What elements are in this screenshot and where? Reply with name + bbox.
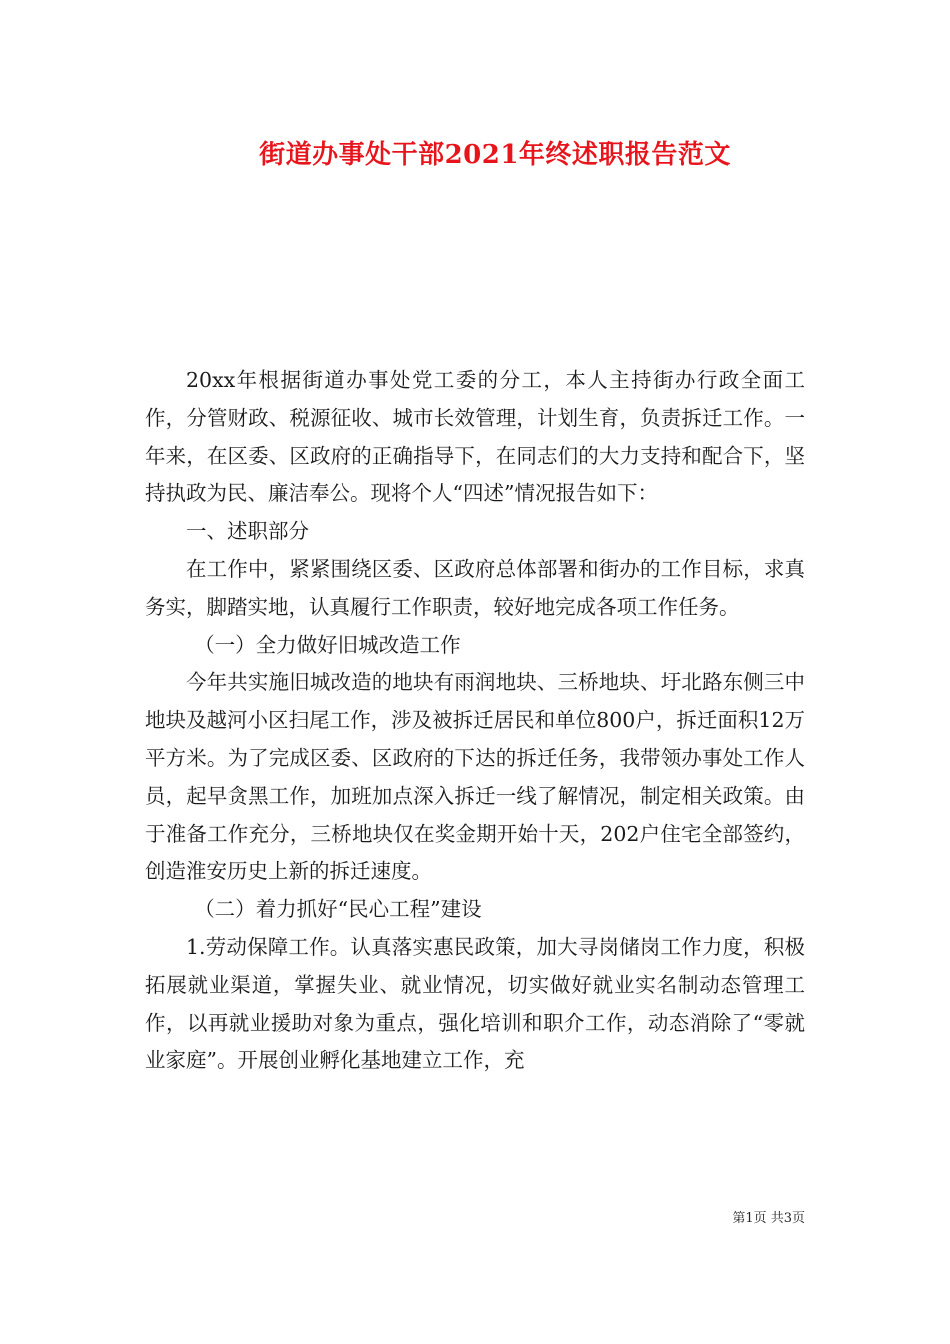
document-body [145, 362, 805, 1080]
document-title: 街道办事处干部2021年终述职报告范文 [259, 140, 731, 170]
subsection-heading-2: （二）着力抓好“民心工程”建设 [194, 897, 482, 922]
paragraph-intro: 20xx年根据街道办事处党工委的分工，本人主持街办行政全面工作，分管财政、税源征收、城市长效管理，计划生育，负责拆迁工作。一年来，在区委、区政府的正确指导下，在同志们的大力支持和配合下，坚持执政为民、廉洁奉公。现将个人“四述”情况报告如下： [145, 368, 805, 506]
subsection-heading-1: （一）全力做好旧城改造工作 [194, 632, 461, 657]
paragraph-section-1: 在工作中，紧紧围绕区委、区政府总体部署和街办的工作目标，求真务实，脚踏实地，认真履行工作职责，较好地完成各项工作任务。 [145, 556, 805, 619]
section-heading-1: 一、述职部分 [186, 519, 309, 544]
paragraph-labor-security: 1.劳动保障工作。认真落实惠民政策，加大寻岗储岗工作力度，积极拓展就业渠道，掌握失业、就业情况，切实做好就业实名制动态管理工作，以再就业援助对象为重点，强化培训和职介工作，动态消除了“零就业家庭”。开展创业孵化基地建立工作，充 [145, 934, 805, 1073]
page-number-footer: 第1页 共3页 [732, 1211, 805, 1226]
paragraph-subsection-1: 今年共实施旧城改造的地块有雨润地块、三桥地块、圩北路东侧三中地块及越河小区扫尾工作，涉及被拆迁居民和单位800户，拆迁面积12万平方米。为了完成区委、区政府的下达的拆迁任务，我带领办事处工作人员，起早贪黑工作，加班加点深入拆迁一线了解情况，制定相关政策。由于准备工作充分，三桥地块仅在奖金期开始十天，202户住宅全部签约，创造淮安历史上新的拆迁速度。 [145, 670, 805, 884]
